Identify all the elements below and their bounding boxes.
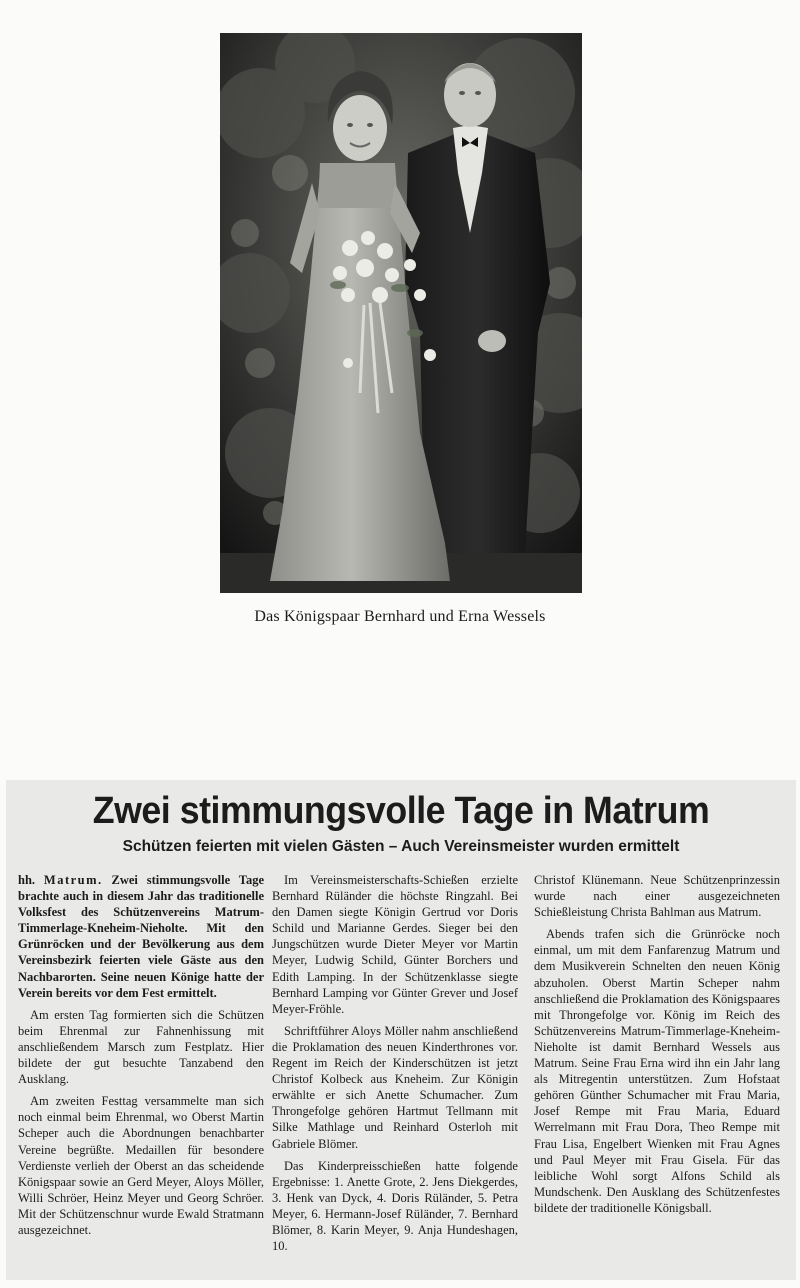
article-column-3 xyxy=(534,872,780,1222)
subheadline: Schützen feierten mit vielen Gästen – Auch Vereinsmeister wurden ermittelt xyxy=(122,838,680,855)
lead-paragraph xyxy=(18,872,264,1001)
couple-photo-image xyxy=(220,33,582,593)
couple-photo xyxy=(220,33,582,593)
article xyxy=(6,780,796,1280)
paragraph: Christof Klünemann. Neue Schützenprinzessin wurde nach einer ausgezeichneten Schießleistung Christa Bahlman aus Matrum. xyxy=(534,873,780,920)
lead-text: Zwei stimmungsvolle Tage brachte auch in diesem Jahr das traditionelle Volksfest des Schützenvereins Matrum-Timmerlage-Kneheim-Nieholte. Mit den Grünröcken und der Bevölkerung aus dem Vereinsbezirk feierten viele Gäste aus den Nachbarorten. Seine neuen Könige hatte der Verein bereits vor dem Fest ermittelt. xyxy=(18,873,264,1000)
photo-caption: Das Königspaar Bernhard und Erna Wessels xyxy=(254,608,546,625)
dateline: Matrum. xyxy=(43,873,103,887)
paragraph: Abends trafen sich die Grünröcke noch einmal, um mit dem Fanfarenzug Matrum und dem Musikverein Schnelten den neuen König abzuholen. Oberst Martin Scheper nahm anschließend die Proklamation des Königspaares mit Throngefolge vor. König im Reich des Schützenvereins Matrum-Timmerlage-Kneheim-Nieholte ist damit Bernhard Wessels aus Matrum. Seine Frau Erna wird ihn ein Jahr lang als Mitregentin unterstützen. Zum Hofstaat gehören Günther Schumacher mit Frau Maria, Josef Rempe mit Frau Maria, Eduard Werrelmann mit Frau Dora, Theo Rempe mit Frau Lisa, Engelbert Wienken mit Frau Agnes und Paul Meyer mit Frau Gisela. Für das leibliche Wohl sorgt Alfons Schild als Mundschenk. Den Ausklang des Schützenfestes bildete der traditionelle Königsball. xyxy=(534,927,780,1215)
paragraph: Schriftführer Aloys Möller nahm anschließend die Proklamation des neuen Kinderthrones vor. Regent im Reich der Kinderschützen ist jetzt Christof Kolbeck aus Kneheim. Zur Königin erwählte er sich Anette Schumacher. Zum Throngefolge gehören Hartmut Tellmann mit Silke Mathlage und Reinhard Osterloh mit Gabriele Blömer. xyxy=(272,1023,518,1151)
author-initials: hh. xyxy=(18,873,44,887)
paragraph: Am ersten Tag formierten sich die Schützen beim Ehrenmal zur Fahnenhissung mit anschließendem Marsch zum Festplatz. Hier bildete der gut besuchte Tanzabend den Ausklang. xyxy=(18,1007,264,1087)
paragraph: Das Kinderpreisschießen hatte folgende Ergebnisse: 1. Anette Grote, 2. Jens Diekgerdes, 3. Henk van Dyck, 4. Doris Rüländer, 5. Petra Meyer, 6. Hermann-Josef Rüländer, 7. Bernhard Blömer, 8. Karin Meyer, 9. Anja Hundeshagen, 10. xyxy=(272,1158,518,1254)
article-column-1 xyxy=(18,872,264,1244)
headline: Zwei stimmungsvolle Tage in Matrum xyxy=(92,790,710,832)
paragraph: Am zweiten Festtag versammelte man sich noch einmal beim Ehrenmal, wo Oberst Martin Scheper auch die Abordnungen benachbarter Vereine begrüßte. Medaillen für besondere Verdienste verlieh der Oberst an das scheidende Königspaar sowie an Gerd Meyer, Aloys Möller, Willi Schröer, Heinz Meyer und Georg Schröer. Mit der Schützenschnur wurde Ewald Stratmann ausgezeichnet. xyxy=(18,1094,264,1237)
paragraph: Im Vereinsmeisterschafts-Schießen erzielte Bernhard Rüländer die höchste Ringzahl. Bei den Damen siegte Königin Gertrud vor Doris Schild und Marianne Gerdes. Sieger bei den Jungschützen wurde Dieter Meyer vor Martin Meyer, Ludwig Schild, Günter Borchers und Edith Lamping. In der Schützenklasse siegte Bernhard Lamping vor Günter Grever und Josef Meyer-Fröhle. xyxy=(272,873,518,1016)
article-column-2 xyxy=(272,872,518,1260)
